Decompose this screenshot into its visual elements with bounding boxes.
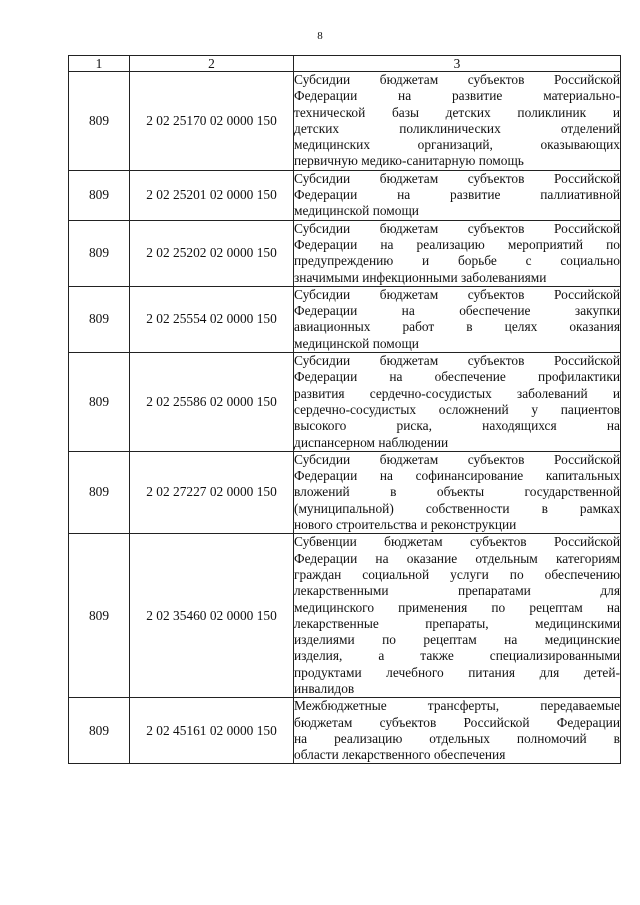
description-line: инвалидов [294,680,355,696]
admin-code-cell: 809 [69,72,130,171]
description-line: Субсидии бюджетам субъектов Российской [294,286,620,302]
budget-code-cell: 2 02 35460 02 0000 150 [130,534,294,698]
admin-code-cell: 809 [69,286,130,352]
description-line: сердечно-сосудистых осложнений у пациентов [294,401,620,417]
description-line: изделия, а также специализированными [294,648,620,664]
description-line: граждан социальной услуги по обеспечению [294,566,620,582]
table-row [69,286,621,352]
column-header-2: 2 [130,56,294,72]
description-line: Федерации на развитие паллиативной [294,187,620,203]
table-row [69,534,621,698]
description-cell [294,353,621,452]
description-line: лекарственные препараты, медицинскими [294,615,620,631]
description-line: Федерации на развитие материально- [294,88,620,104]
budget-code-cell: 2 02 25202 02 0000 150 [130,220,294,286]
description-line: Субсидии бюджетам субъектов Российской [294,451,620,467]
description-line: Субсидии бюджетам субъектов Российской [294,220,620,236]
admin-code-cell: 809 [69,451,130,533]
description-line: Федерации на оказание отдельным категориям [294,550,620,566]
budget-code-cell: 2 02 45161 02 0000 150 [130,698,294,764]
table-row [69,698,621,764]
description-line: первичную медико-санитарную помощь [294,153,524,169]
description-cell [294,534,621,698]
description-line: Субсидии бюджетам субъектов Российской [294,353,620,369]
admin-code-cell: 809 [69,698,130,764]
description-line: Субсидии бюджетам субъектов Российской [294,72,620,87]
table-row [69,72,621,171]
description-line: (муниципальной) собственности в рамках [294,500,620,516]
admin-code-cell: 809 [69,170,130,220]
description-line: значимыми инфекционными заболеваниями [294,269,547,285]
description-line: Субвенции бюджетам субъектов Российской [294,534,620,550]
budget-code-cell: 2 02 25170 02 0000 150 [130,72,294,171]
description-line: Федерации на обеспечение профилактики [294,369,620,385]
description-line: предупреждению и борьбе с социально [294,253,620,269]
budget-code-cell: 2 02 25201 02 0000 150 [130,170,294,220]
description-line: лекарственными препаратами для [294,583,620,599]
description-line: развития сердечно-сосудистых заболеваний и [294,385,620,401]
budget-code-cell: 2 02 25554 02 0000 150 [130,286,294,352]
description-line: детских поликлинических отделений [294,120,620,136]
page-number: 8 [317,30,323,42]
description-cell [294,72,621,171]
description-cell [294,286,621,352]
description-line: на реализацию отдельных полномочий в [294,730,620,746]
description-line: медицинских организаций, оказывающих [294,137,620,153]
budget-code-cell: 2 02 27227 02 0000 150 [130,451,294,533]
description-line: Межбюджетные трансферты, передаваемые [294,698,620,714]
description-line: Федерации на софинансирование капитальных [294,468,620,484]
table-row [69,451,621,533]
description-line: медицинского применения по рецептам на [294,599,620,615]
description-cell [294,451,621,533]
description-line: медицинской помощи [294,335,419,351]
column-header-1: 1 [69,56,130,72]
table-row [69,353,621,452]
description-line: высокого риска, находящихся на [294,418,620,434]
description-line: нового строительства и реконструкции [294,517,517,533]
description-cell [294,220,621,286]
budget-classification-table [68,55,621,764]
description-line: медицинской помощи [294,203,419,219]
description-line: изделиями по рецептам на медицинские [294,632,620,648]
column-header-3: 3 [294,56,621,72]
description-line: технической базы детских поликлиник и [294,104,620,120]
description-line: Субсидии бюджетам субъектов Российской [294,170,620,186]
description-cell [294,170,621,220]
budget-code-cell: 2 02 25586 02 0000 150 [130,353,294,452]
description-line: области лекарственного обеспечения [294,747,506,763]
description-line: диспансерном наблюдении [294,434,449,450]
description-line: бюджетам субъектов Российской Федерации [294,714,620,730]
admin-code-cell: 809 [69,353,130,452]
table-body [69,72,621,764]
table-row [69,220,621,286]
description-line: авиационных работ в целях оказания [294,319,620,335]
description-line: вложений в объекты государственной [294,484,620,500]
description-line: Федерации на обеспечение закупки [294,303,620,319]
admin-code-cell: 809 [69,220,130,286]
description-line: Федерации на реализацию мероприятий по [294,236,620,252]
description-line: продуктами лечебного питания для детей- [294,664,620,680]
description-cell [294,698,621,764]
admin-code-cell: 809 [69,534,130,698]
table-header-row [69,56,621,72]
table-row [69,170,621,220]
